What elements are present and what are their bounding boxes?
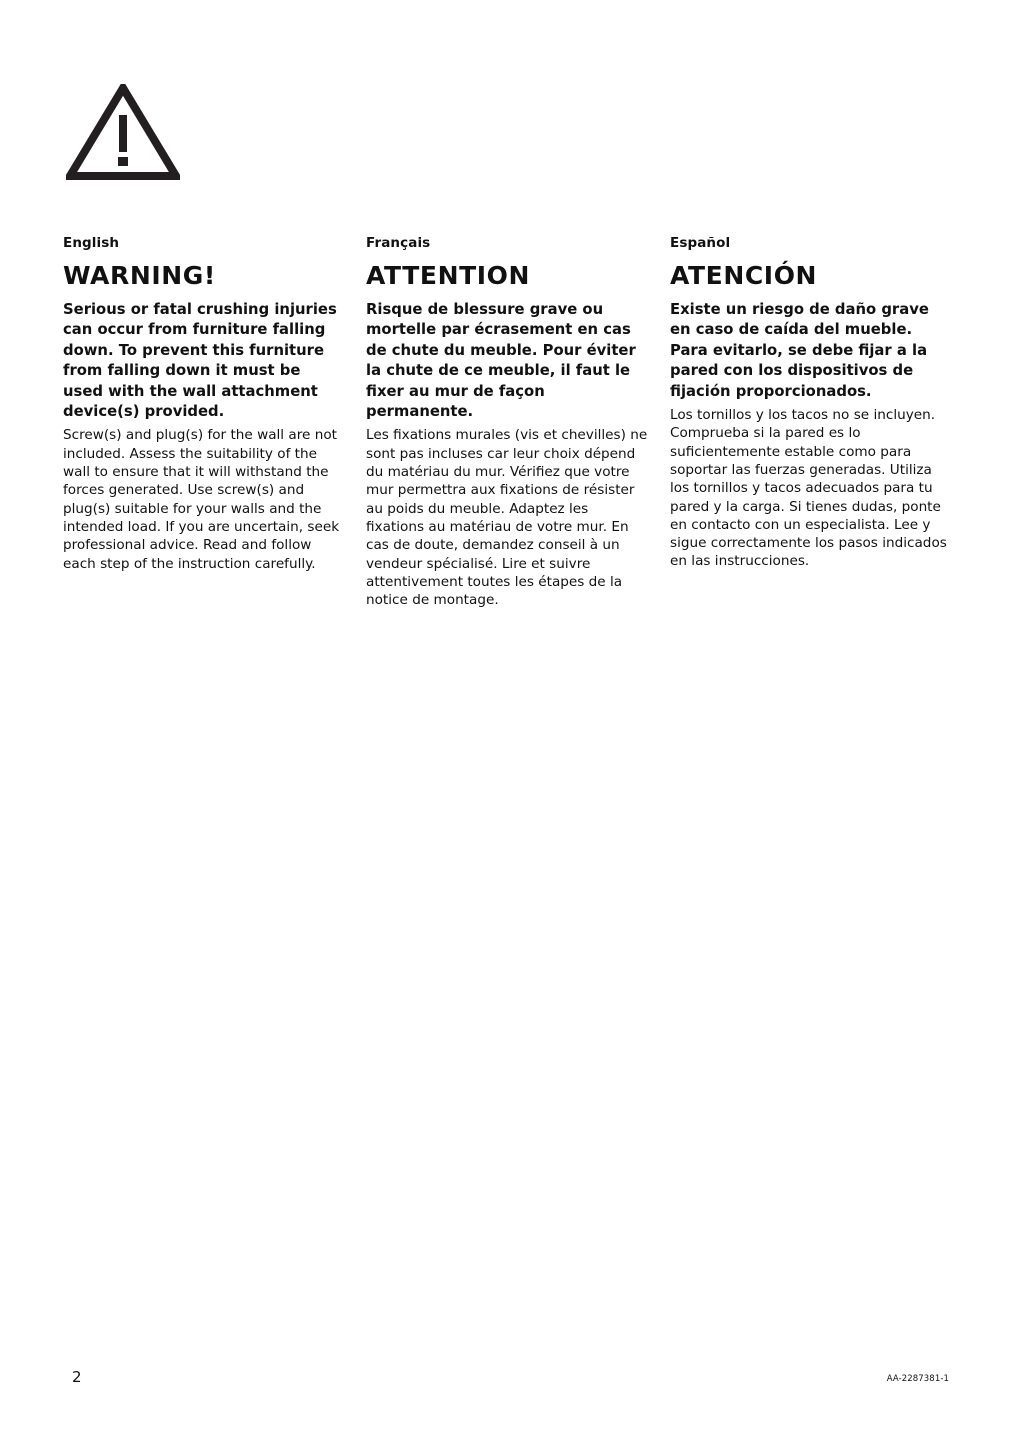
warning-lead-text: Risque de blessure grave ou mortelle par écrasement en cas de chute du meuble. Pour éviter la chute de ce meuble, il faut le fixer au mur de façon permanente. xyxy=(366,301,636,421)
section-english xyxy=(63,234,345,573)
warning-body-text: Les fixations murales (vis et chevilles) ne sont pas incluses car leur choix dépend du matériau du mur. Vérifiez que votre mur permettra aux fixations de résister au poids du meuble. Adaptez les fixations au matériau de votre mur. En cas de doute, demandez conseil à un vendeur spécialisé. Lire et suivre attentivement toutes les étapes de la notice de montage. xyxy=(366,427,648,609)
warning-heading: ATENCIÓN xyxy=(670,261,818,290)
document-code: AA-2287381-1 xyxy=(886,1374,949,1384)
language-label: English xyxy=(63,235,120,251)
warning-lead-text: Existe un riesgo de daño grave en caso de caída del mueble. Para evitarlo, se debe fijar a la pared con los dispositivos de fijación proporcionados. xyxy=(670,301,929,400)
warning-heading: WARNING! xyxy=(63,261,216,290)
warning-heading: ATTENTION xyxy=(366,261,531,290)
language-label: Français xyxy=(366,235,431,251)
warning-columns xyxy=(63,234,953,634)
warning-triangle-icon xyxy=(66,84,180,180)
page-number: 2 xyxy=(72,1368,82,1386)
language-label: Español xyxy=(670,235,731,251)
section-spanish xyxy=(670,234,952,571)
warning-lead-text: Serious or fatal crushing injuries can occur from furniture falling down. To prevent this furniture from falling down it must be used with the wall attachment device(s) provided. xyxy=(63,301,337,421)
warning-body-text: Screw(s) and plug(s) for the wall are not included. Assess the suitability of the wall to ensure that it will withstand the forces generated. Use screw(s) and plug(s) suitable for your walls and the intended load. If you are uncertain, seek professional advice. Read and follow each step of the instruction carefully. xyxy=(63,427,340,572)
warning-body-text: Los tornillos y los tacos no se incluyen. Comprueba si la pared es lo suficientemente estable como para soportar las fuerzas generadas. Utiliza los tornillos y tacos adecuados para tu pared y la carga. Si tienes dudas, ponte en contacto con un especialista. Lee y sigue correctamente los pasos indicados en las instrucciones. xyxy=(670,407,947,570)
section-french xyxy=(366,234,648,609)
